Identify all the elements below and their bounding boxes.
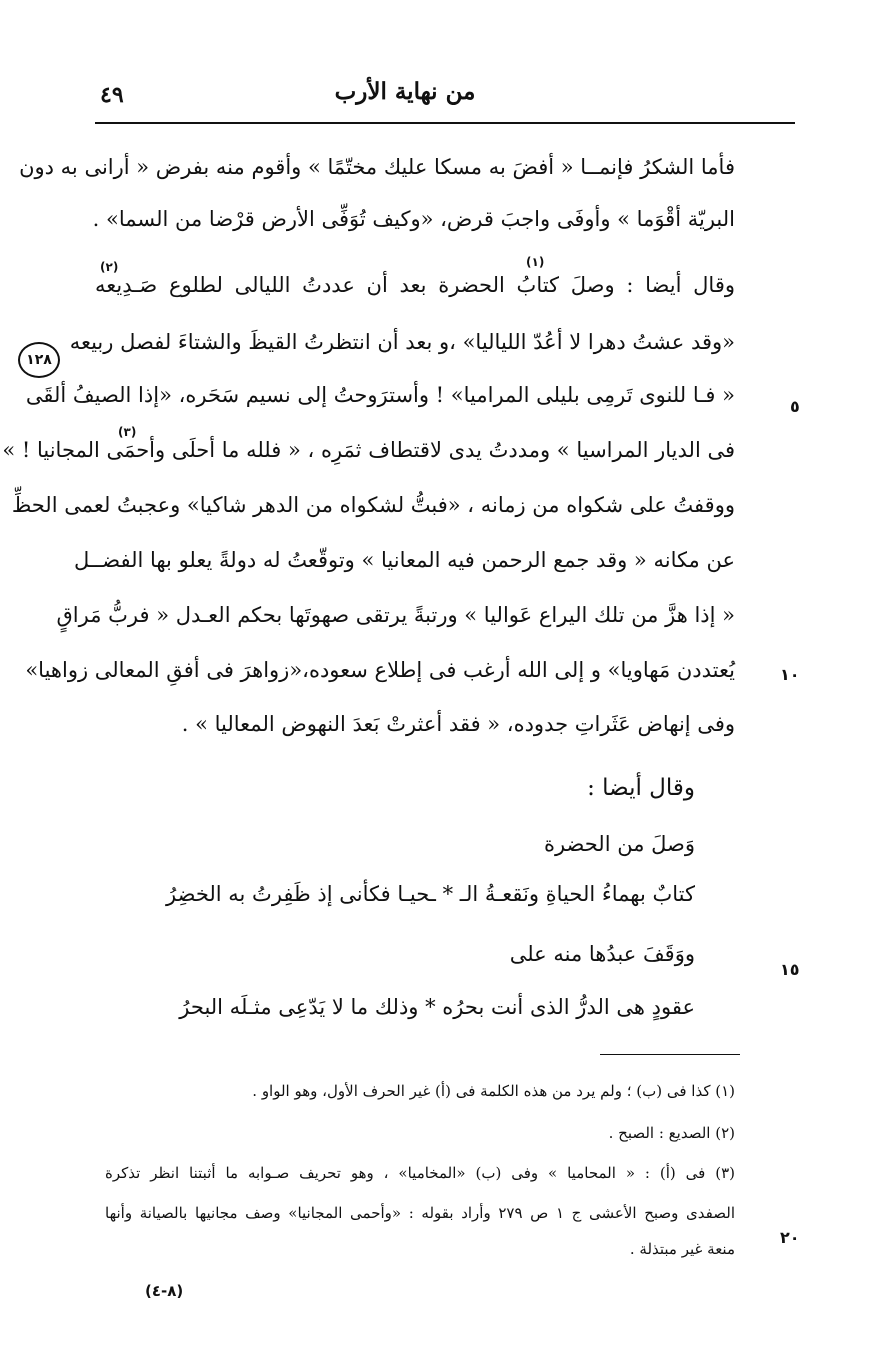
prose-intro: ووَقَفَ عبدُها منه على <box>509 942 695 966</box>
body-line: وقال أيضا : وصلَ كتابُ الحضرة بعد أن عددتُ الليالى لطلوع صَـدِيعه <box>95 273 735 297</box>
footnote: منعة غير مبتذلة . <box>629 1240 735 1258</box>
verse-line: كتابٌ بهماءُ الحياةِ ونَقعـةُ الـ * ـحيـا فكأنى إذ ظَفِرتُ به الخضِرُ <box>166 882 695 906</box>
footnote-rule <box>600 1054 740 1055</box>
body-line: عن مكانه « وقد جمع الرحمن فيه المعانيا » وتوقّعتُ له دولةً يعلو بها الفضــل <box>74 548 735 572</box>
footnote: (٢) الصديع : الصبح . <box>608 1124 735 1142</box>
body-line: البريّة أقْوَما » وأوفَى واجبَ قرض، «وكيف تُوَفِّى الأرض قرْضا من السما» . <box>92 207 735 231</box>
note-ref-1: (١) <box>526 255 545 269</box>
body-line: ووقفتُ على شكواه من زمانه ، «فبتُّ لشكواه من الدهر شاكيا» وعجبتُ لعمى الحظِّ <box>11 493 735 517</box>
note-ref-2: (٢) <box>100 260 119 274</box>
page-number: ٤٩ <box>100 82 124 108</box>
note-ref-3: (٣) <box>118 425 137 439</box>
line-marker-20: ٢٠ <box>780 1228 800 1247</box>
section-heading: وقال أيضا : <box>587 775 695 801</box>
body-line: وفى إنهاض عَثَراتِ جدوده، « فقد أعثرتْ بَعدَ النهوض المعاليا » . <box>181 712 735 736</box>
line-marker-5: ٥ <box>790 397 800 416</box>
running-header-title: من نهاية الأرب <box>334 78 476 105</box>
footnote: (٣) فى (أ) : « المحاميا » وفى (ب) «المخاميا» ، وهو تحريف صـوابه ما أثبتنا انظر تذكرة <box>105 1164 735 1182</box>
footnote: الصفدى وصبح الأعشى ج ١ ص ٢٧٩ وأراد بقوله : «وأحمى المجانيا» وصف مجانيها بالصيانة وأنها <box>105 1204 736 1222</box>
body-line: فى الديار المراسيا » ومددتُ يدى لاقتطاف ثمَرِه ، « فلله ما أحلَى وأحمَى المجانيا ! » <box>2 438 735 462</box>
body-line: « إذا هزَّ من تلك اليراع عَواليا » ورتبةً يرتقى صهوتَها بحكم العـدل « فربُّ مَراقٍ <box>56 603 735 627</box>
prose-intro: وَصلَ من الحضرة <box>543 832 695 856</box>
body-line: « فـا للنوى تَرمِى بليلى المراميا» ! وأسترَوحتُ إلى نسيم سَحَره، «إذا الصيفُ ألقَى <box>25 383 735 407</box>
line-marker-10: ١٠ <box>780 665 800 684</box>
header-rule <box>95 122 795 124</box>
signature-mark: (٨-٤) <box>145 1282 184 1300</box>
verse-line: عقودٍ هى الدرُّ الذى أنت بحرُه * وذلك ما لا يَدّعِى مثـلَه البحرُ <box>179 995 695 1019</box>
line-marker-15: ١٥ <box>780 960 800 979</box>
body-line: يُعتددن مَهاويا» و إلى الله أرغب فى إطلاع سعوده،«زواهرَ فى أفقِ المعالى زواهيا» <box>25 658 735 682</box>
body-line: فأما الشكرُ فإنمــا « أفضَ به مسكا عليك مختّمًا » وأقوم منه بفرض « أرانى به دون <box>19 155 735 179</box>
margin-page-badge: ١٢٨ <box>18 342 60 378</box>
footnote: (١) كذا فى (ب) ؛ ولم يرد من هذه الكلمة فى (أ) غير الحرف الأول، وهو الواو . <box>252 1082 735 1100</box>
body-line: «وقد عشتُ دهرا لا أعُدّ اللياليا» ،و بعد أن انتظرتُ القيظَ والشتاءَ لفصل ربيعه <box>69 330 735 354</box>
